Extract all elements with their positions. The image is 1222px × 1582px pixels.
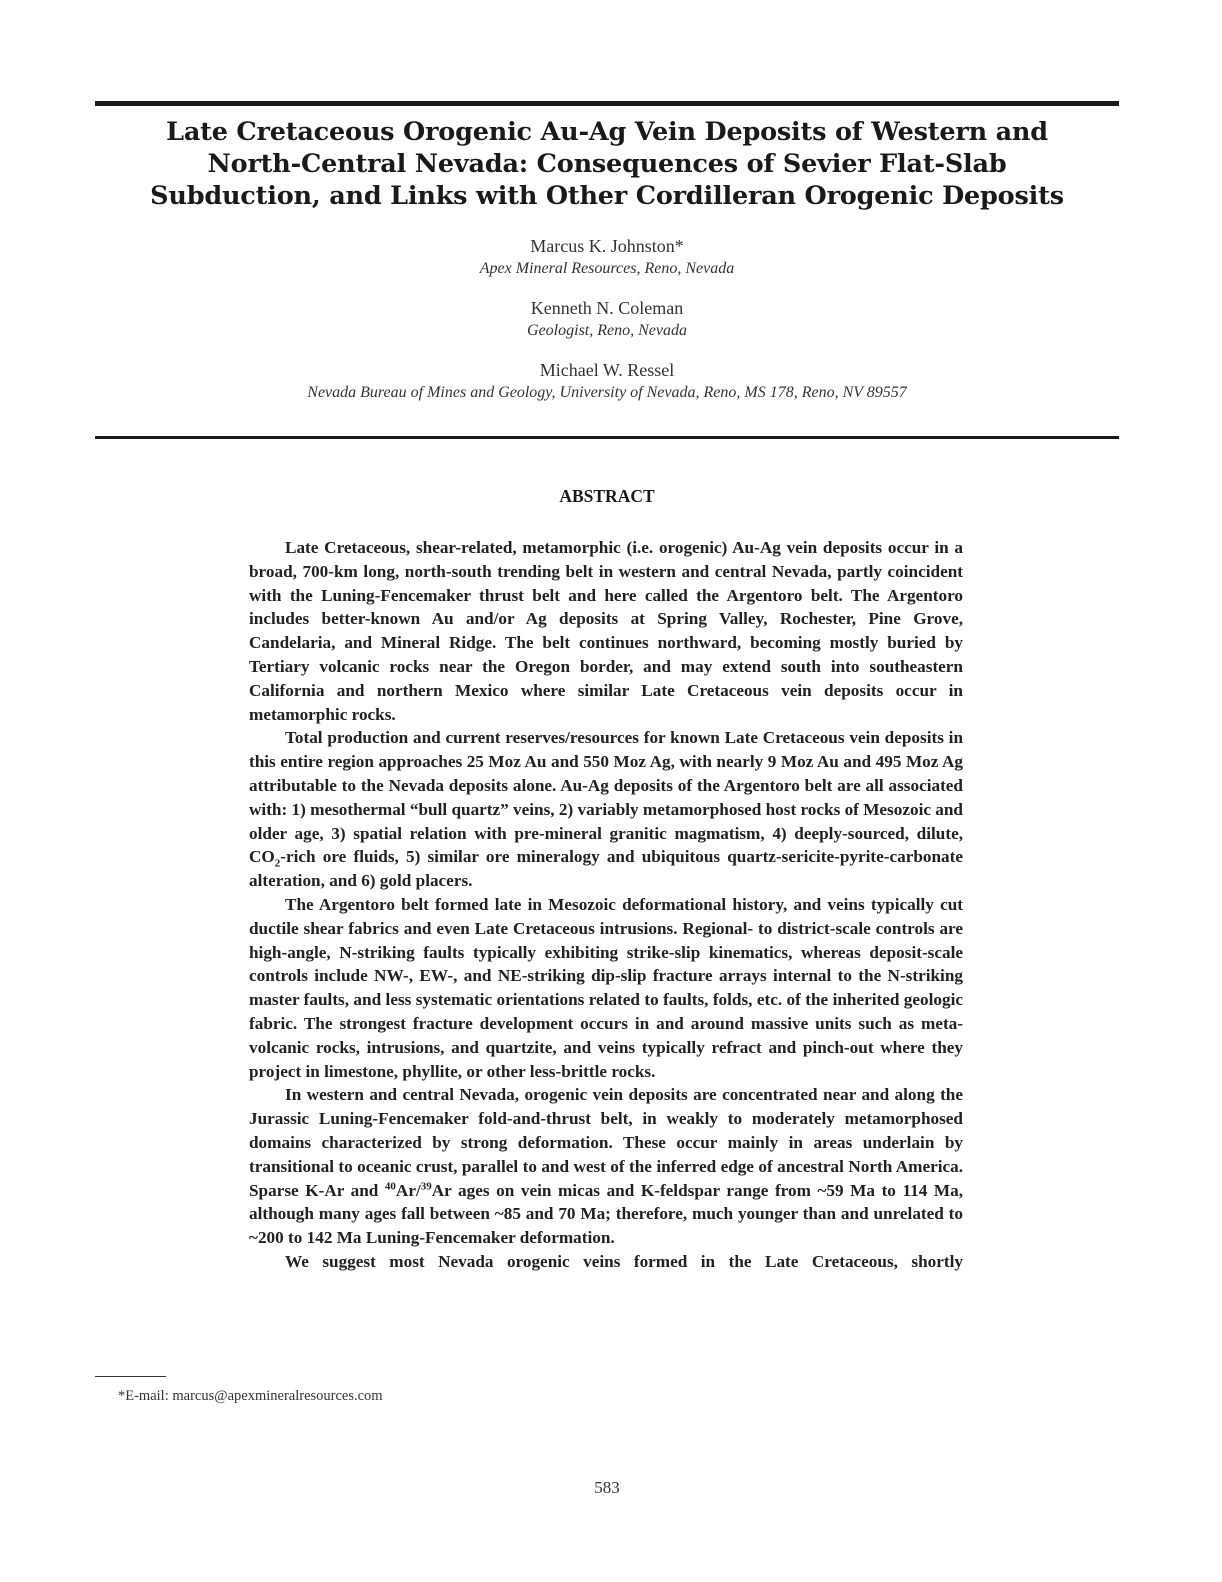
author-name-1: Marcus K. Johnston*	[530, 236, 684, 256]
abstract-paragraph-4-text-b: Ar ages on vein micas and K-feldspar range from ~59 Ma to 114 Ma, although many ages fall between ~85 and 70 Ma; therefore, much younger than and unrelated to ~200 to 142 Ma Luning-Fencemaker deformation.	[249, 1180, 963, 1248]
abstract-heading: ABSTRACT	[559, 486, 655, 506]
co2-subscript: 2	[274, 857, 281, 870]
title-line-3: Subduction, and Links with Other Cordilleran Orogenic Deposits	[150, 181, 1064, 211]
paper-title	[95, 116, 1119, 212]
abstract-paragraph-1: Late Cretaceous, shear-related, metamorphic (i.e. orogenic) Au-Ag vein deposits occur in a broad, 700-km long, north-south trending belt in western and central Nevada, partly coincident with the Luning-Fencemaker thrust belt and here called the Argentoro belt. The Argentoro includes better-known Au and/or Ag deposits at Spring Valley, Rochester, Pine Grove, Candelaria, and Mineral Ridge. The belt continues northward, becoming mostly buried by Tertiary volcanic rocks near the Oregon border, and may extend south into southeastern California and northern Mexico where similar Late Cretaceous vein deposits occur in metamorphic rocks.	[249, 538, 963, 724]
author-block	[95, 234, 1119, 420]
abstract-body	[249, 536, 963, 1274]
author-affiliation-2: Geologist, Reno, Nevada	[527, 322, 687, 339]
footnote-email: *E-mail: marcus@apexmineralresources.com	[118, 1388, 383, 1404]
abstract-paragraph-4-text-a: In western and central Nevada, orogenic vein deposits are concentrated near and along the Jurassic Luning-Fencemaker fold-and-thrust belt, in weakly to moderately metamorphosed domains characterized by strong deformation. These occur mainly in areas underlain by transitional to oceanic crust, parallel to and west of the inferred edge of ancestral North America. Sparse K-Ar and	[249, 1085, 963, 1200]
author-name-3: Michael W. Ressel	[539, 360, 675, 380]
abstract-paragraph-4-text-mid: Ar/	[395, 1180, 421, 1200]
title-line-2: North-Central Nevada: Consequences of Sevier Flat-Slab	[207, 149, 1007, 179]
page-number: 583	[594, 1478, 620, 1497]
abstract-paragraph-2-text-a: Total production and current reserves/resources for known Late Cretaceous vein deposits in this entire region approaches 25 Moz Au and 550 Moz Ag, with nearly 9 Moz Au and 495 Moz Ag attributable to the Nevada deposits alone. Au-Ag deposits of the Argentoro belt are all associated with: 1) mesothermal “bull quartz” veins, 2) variably metamorphosed host rocks of Mesozoic and older age, 3) spatial relation with pre-mineral granitic magmatism, 4) deeply-sourced, dilute, CO	[249, 728, 963, 867]
title-line-1: Late Cretaceous Orogenic Au-Ag Vein Deposits of Western and	[166, 117, 1048, 147]
abstract-paragraph-4	[249, 1083, 963, 1250]
title-top-rule	[95, 101, 1119, 106]
argon-40-superscript: 40	[384, 1179, 396, 1192]
abstract-paragraph-5: We suggest most Nevada orogenic veins formed in the Late Cretaceous, shortly	[285, 1251, 963, 1271]
argon-39-superscript: 39	[420, 1179, 432, 1192]
author-affiliation-1: Apex Mineral Resources, Reno, Nevada	[479, 260, 735, 277]
header-bottom-rule	[95, 436, 1119, 439]
abstract-paragraph-3: The Argentoro belt formed late in Mesozoic deformational history, and veins typically cut ductile shear fabrics and even Late Cretaceous intrusions. Regional- to district-scale controls are high-angle, N-striking faults typically exhibiting strike-slip kinematics, whereas deposit-scale controls include NW-, EW-, and NE-striking dip-slip fracture arrays internal to the N-striking master faults, and less systematic orientations related to faults, folds, etc. of the inherited geologic fabric. The strongest fracture development occurs in and around massive units such as meta-volcanic rocks, intrusions, and quartzite, and veins typically refract and pinch-out where they project in limestone, phyllite, or other less-brittle rocks.	[249, 894, 963, 1081]
author-name-2: Kenneth N. Coleman	[530, 298, 684, 318]
footnote-rule	[95, 1376, 166, 1377]
abstract-paragraph-2	[249, 726, 963, 893]
author-affiliation-3: Nevada Bureau of Mines and Geology, University of Nevada, Reno, MS 178, Reno, NV 89557	[307, 384, 907, 401]
abstract-paragraph-2-text-b: -rich ore fluids, 5) similar ore mineralogy and ubiquitous quartz-sericite-pyrite-carbonate alteration, and 6) gold placers.	[249, 847, 963, 891]
